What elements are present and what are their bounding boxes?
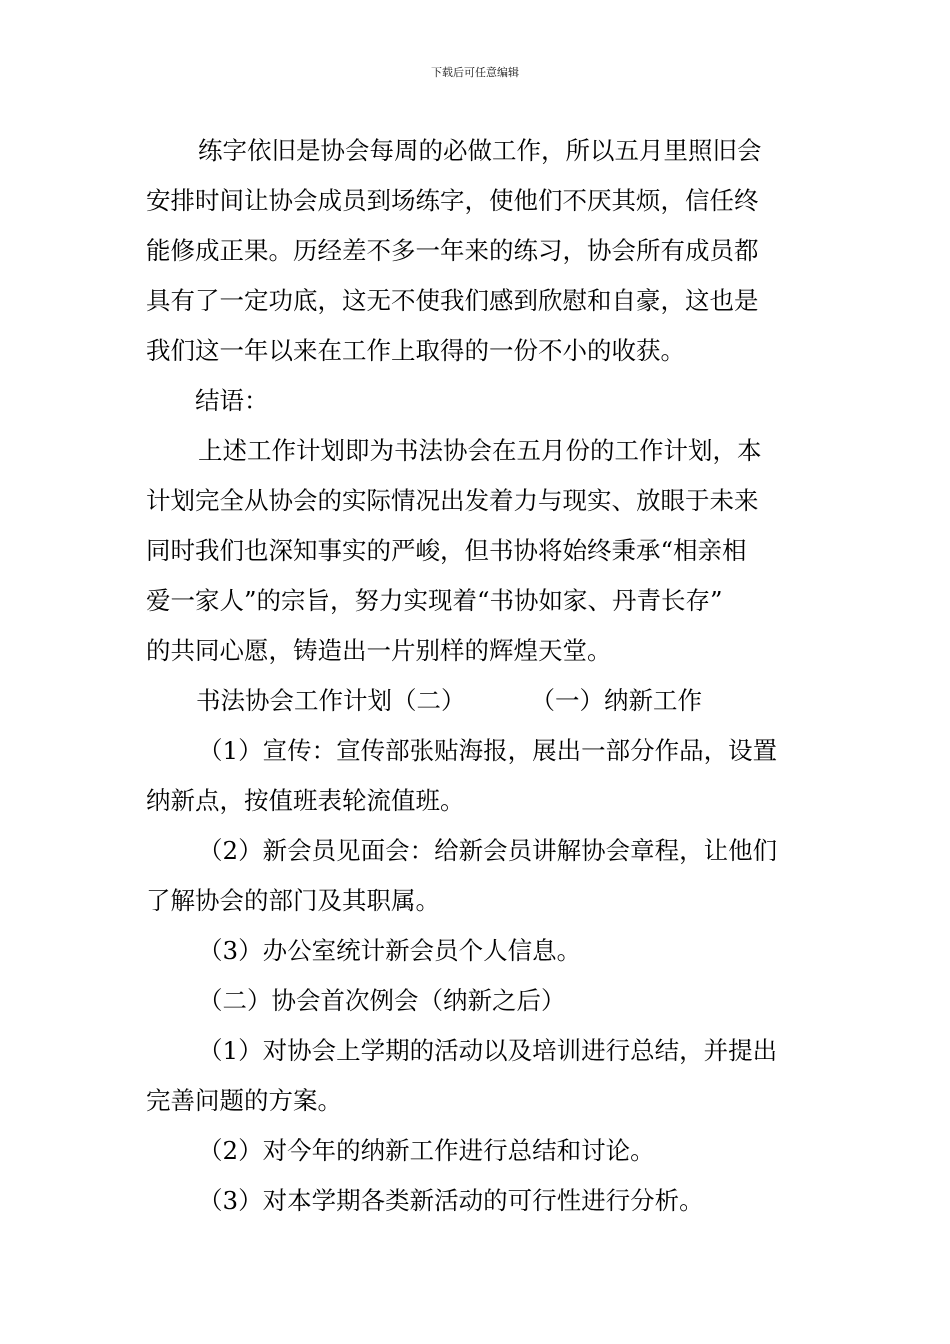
plan-title: 书法协会工作计划（二） <box>196 686 466 715</box>
text-line: （2）新会员见面会：给新会员讲解协会章程，让他们 <box>198 836 778 865</box>
section-1-title: （一）纳新工作 <box>530 686 702 715</box>
text-line: 同时我们也深知事实的严峻，但书协将始终秉承“相亲相 <box>146 536 747 565</box>
paragraph-practice <box>146 126 808 376</box>
section-2-title: （二）协会首次例会（纳新之后） <box>198 986 566 1015</box>
conclusion-heading: 结语： <box>195 386 269 415</box>
text-line: 我们这一年以来在工作上取得的一份不小的收获。 <box>146 336 685 365</box>
item-office-statistics: （3）办公室统计新会员个人信息。 <box>198 936 582 965</box>
text-line: 练字依旧是协会每周的必做工作，所以五月里照旧会 <box>198 136 762 165</box>
item-recruitment-review: （2）对今年的纳新工作进行总结和讨论。 <box>198 1136 655 1165</box>
text-line: 的共同心愿，铸造出一片别样的辉煌天堂。 <box>146 636 612 665</box>
text-line: 安排时间让协会成员到场练字，使他们不厌其烦，信任终 <box>146 186 759 215</box>
text-line: 具有了一定功底，这无不使我们感到欣慰和自豪，这也是 <box>146 286 759 315</box>
text-line: 爱一家人”的宗旨，努力实现着“书协如家、丹青长存” <box>146 586 723 615</box>
text-line: 能修成正果。历经差不多一年来的练习，协会所有成员都 <box>146 236 759 265</box>
item-publicity <box>146 726 808 826</box>
text-line: 完善问题的方案。 <box>146 1086 342 1115</box>
text-line: （1）对协会上学期的活动以及培训进行总结，并提出 <box>198 1036 778 1065</box>
text-line: 纳新点，按值班表轮流值班。 <box>146 786 465 815</box>
text-line: （1）宣传：宣传部张贴海报，展出一部分作品，设置 <box>198 736 778 765</box>
paragraph-conclusion <box>146 426 808 676</box>
page-header: 下载后可任意编辑 <box>431 66 519 79</box>
item-summary <box>146 1026 808 1126</box>
item-activity-analysis: （3）对本学期各类新活动的可行性进行分析。 <box>198 1186 704 1215</box>
text-line: 上述工作计划即为书法协会在五月份的工作计划，本 <box>198 436 762 465</box>
item-new-member-meeting <box>146 826 808 926</box>
document-body <box>146 126 808 1226</box>
plan-title-row <box>146 676 808 726</box>
text-line: 计划完全从协会的实际情况出发着力与现实、放眼于未来 <box>146 486 759 515</box>
text-line: 了解协会的部门及其职属。 <box>146 886 440 915</box>
